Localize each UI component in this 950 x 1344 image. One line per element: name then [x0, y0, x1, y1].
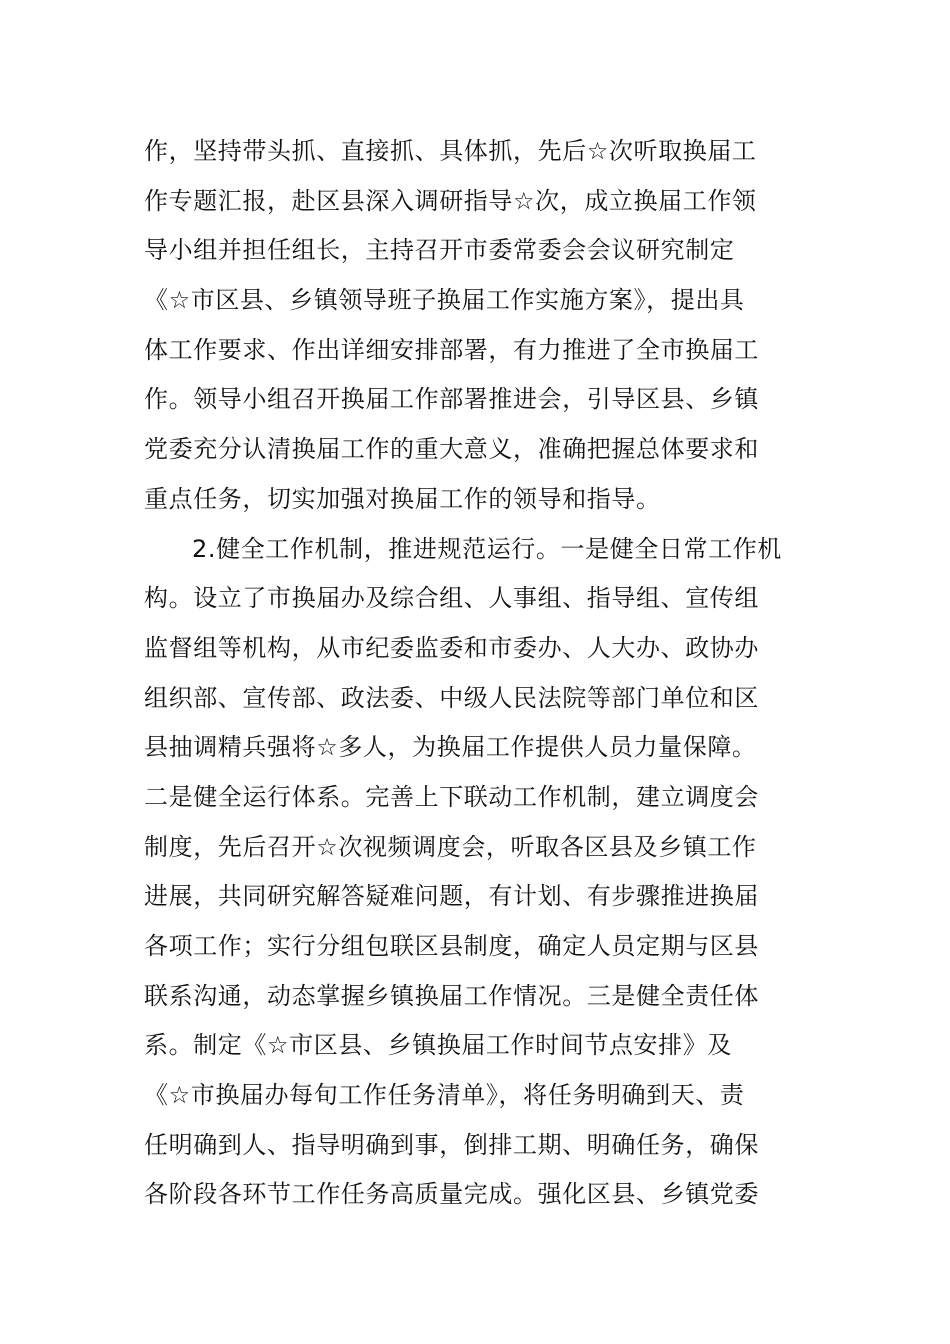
text-line: 联系沟通，动态掌握乡镇换届工作情况。三是健全责任体: [144, 981, 759, 1010]
text-line: 导小组并担任组长，主持召开市委常委会会议研究制定: [144, 236, 735, 265]
text-line: 作专题汇报，赴区县深入调研指导☆次，成立换届工作领: [144, 186, 757, 215]
text-line: 进展，共同研究解答疑难问题，有计划、有步骤推进换届: [144, 882, 759, 911]
text-line: 监督组等机构，从市纪委监委和市委办、人大办、政协办: [144, 633, 759, 662]
text-line: 作。领导小组召开换届工作部署推进会，引导区县、乡镇: [144, 385, 759, 414]
text-line: 系。制定《☆市区县、乡镇换届工作时间节点安排》及: [144, 1031, 732, 1060]
text-line: 县抽调精兵强将☆多人，为换届工作提供人员力量保障。: [144, 733, 757, 762]
text-line: 党委充分认清换届工作的重大意义，准确把握总体要求和: [144, 435, 759, 464]
text-line: 作，坚持带头抓、直接抓、具体抓，先后☆次听取换届工: [144, 137, 757, 165]
text-line: 各项工作；实行分组包联区县制度，确定人员定期与区县: [144, 932, 759, 960]
text-line: 《☆市换届办每旬工作任务清单》，将任务明确到天、责: [144, 1081, 745, 1110]
section-heading-line: 2.健全工作机制，推进规范运行。一是健全日常工作机: [192, 534, 782, 563]
text-line: 组织部、宣传部、政法委、中级人民法院等部门单位和区: [144, 683, 759, 712]
text-line: 制度，先后召开☆次视频调度会，听取各区县及乡镇工作: [144, 832, 757, 861]
text-line: 《☆市区县、乡镇领导班子换届工作实施方案》，提出具: [144, 286, 745, 315]
text-line: 二是健全运行体系。完善上下联动工作机制，建立调度会: [144, 782, 759, 811]
text-line: 任明确到人、指导明确到事，倒排工期、明确任务，确保: [144, 1130, 759, 1159]
body-text: [144, 127, 824, 1220]
text-line: 构。设立了市换届办及综合组、人事组、指导组、宣传组: [144, 584, 759, 613]
text-line: 各阶段各环节工作任务高质量完成。强化区县、乡镇党委: [144, 1180, 759, 1209]
text-line: 重点任务，切实加强对换届工作的领导和指导。: [144, 484, 661, 513]
text-line: 体工作要求、作出详细安排部署，有力推进了全市换届工: [144, 335, 759, 364]
